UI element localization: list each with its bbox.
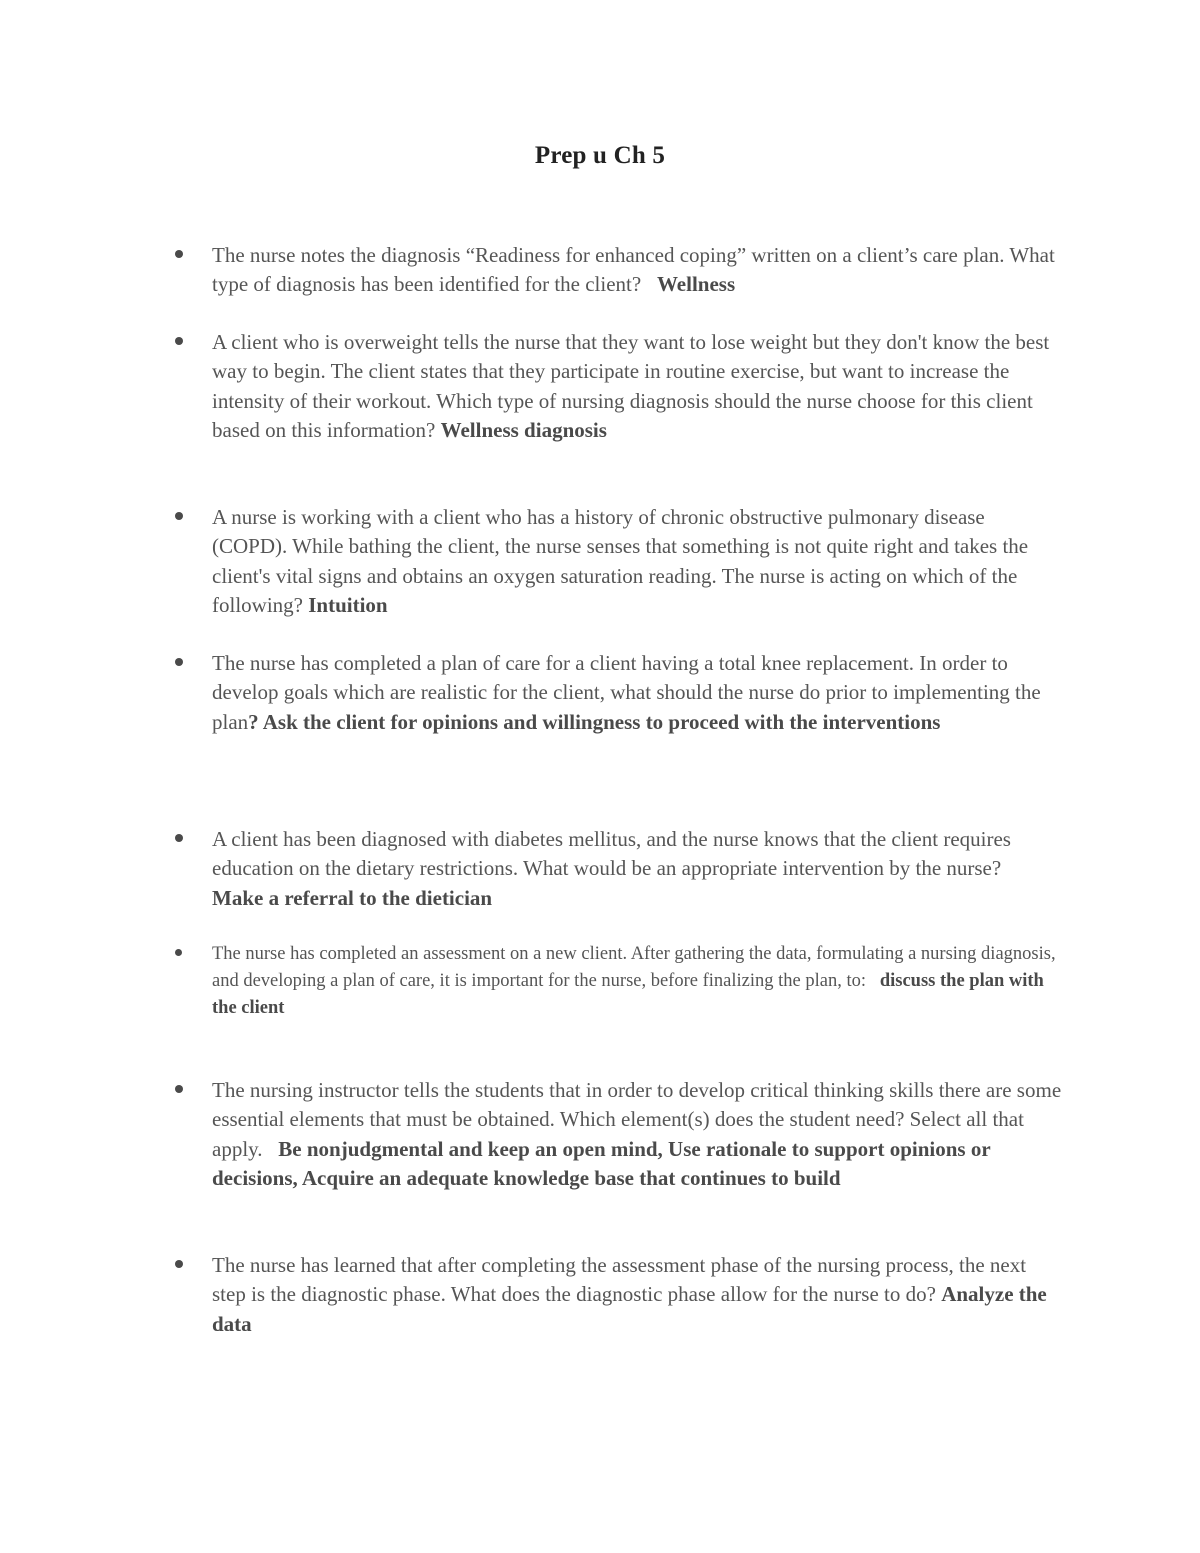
- list-item: [212, 241, 1062, 300]
- list-item: [212, 1076, 1062, 1193]
- bullet-icon: [175, 834, 183, 842]
- answer-text: Intuition: [308, 592, 388, 617]
- bullet-icon: [175, 1260, 183, 1268]
- bullet-icon: [175, 949, 182, 956]
- document-title: Prep u Ch 5: [534, 142, 666, 169]
- list-item: [212, 503, 1062, 620]
- answer-text: Make a referral to the dietician: [212, 885, 493, 910]
- list-item: [212, 649, 1062, 737]
- answer-text: ? Ask the client for opinions and willingness to proceed with the interventions: [248, 709, 941, 734]
- question-text: The nurse notes the diagnosis “Readiness for enhanced coping” written on a client’s care plan. What type of diagnosis has been identified for the client?: [212, 243, 1055, 297]
- question-text: The nurse has completed an assessment on a new client. After gathering the data, formulating a nursing diagnosis, and developing a plan of care, it is important for the nurse, before finalizing the plan, to:: [212, 944, 1056, 991]
- bullet-icon: [175, 1085, 183, 1093]
- question-text: A client has been diagnosed with diabetes mellitus, and the nurse knows that the client requires education on the dietary restrictions. What would be an appropriate intervention by the nurse?: [212, 827, 1011, 881]
- list-item: [212, 1251, 1062, 1339]
- list-item: [212, 328, 1062, 445]
- answer-text: Wellness: [656, 272, 736, 297]
- question-text: A client who is overweight tells the nurse that they want to lose weight but they don't know the best way to begin. The client states that they participate in routine exercise, but want to increase the intensity of their workout. Which type of nursing diagnosis should the nurse choose for this client based on this information?: [212, 330, 1050, 442]
- bullet-icon: [175, 337, 183, 345]
- list-item: [212, 941, 1062, 1022]
- question-text: The nurse has learned that after completing the assessment phase of the nursing process, the next step is the diagnostic phase. What does the diagnostic phase allow for the nurse to do?: [212, 1253, 1027, 1307]
- answer-text: Wellness diagnosis: [440, 417, 607, 442]
- question-text: A nurse is working with a client who has a history of chronic obstructive pulmonary disease (COPD). While bathing the client, the nurse senses that something is not quite right and takes the client's vital signs and obtains an oxygen saturation reading. The nurse is acting on which of the following?: [212, 505, 1029, 617]
- bullet-icon: [175, 512, 183, 520]
- answer-text: Be nonjudgmental and keep an open mind, Use rationale to support opinions or decisions, Acquire an adequate knowledge base that continues to build: [212, 1136, 991, 1190]
- question-text: The nurse has completed a plan of care for a client having a total knee replacement. In order to develop goals which are realistic for the client, what should the nurse do prior to implementing the plan: [212, 651, 1041, 734]
- bullet-icon: [175, 250, 183, 258]
- answer-text: Analyze the data: [212, 1282, 1047, 1336]
- answer-text: discuss the plan with the client: [212, 971, 1044, 1018]
- bullet-icon: [175, 658, 183, 666]
- list-item: [212, 825, 1062, 913]
- question-text: The nursing instructor tells the students that in order to develop critical thinking skills there are some essential elements that must be obtained. Which element(s) does the student need? Select all that apply.: [212, 1078, 1062, 1161]
